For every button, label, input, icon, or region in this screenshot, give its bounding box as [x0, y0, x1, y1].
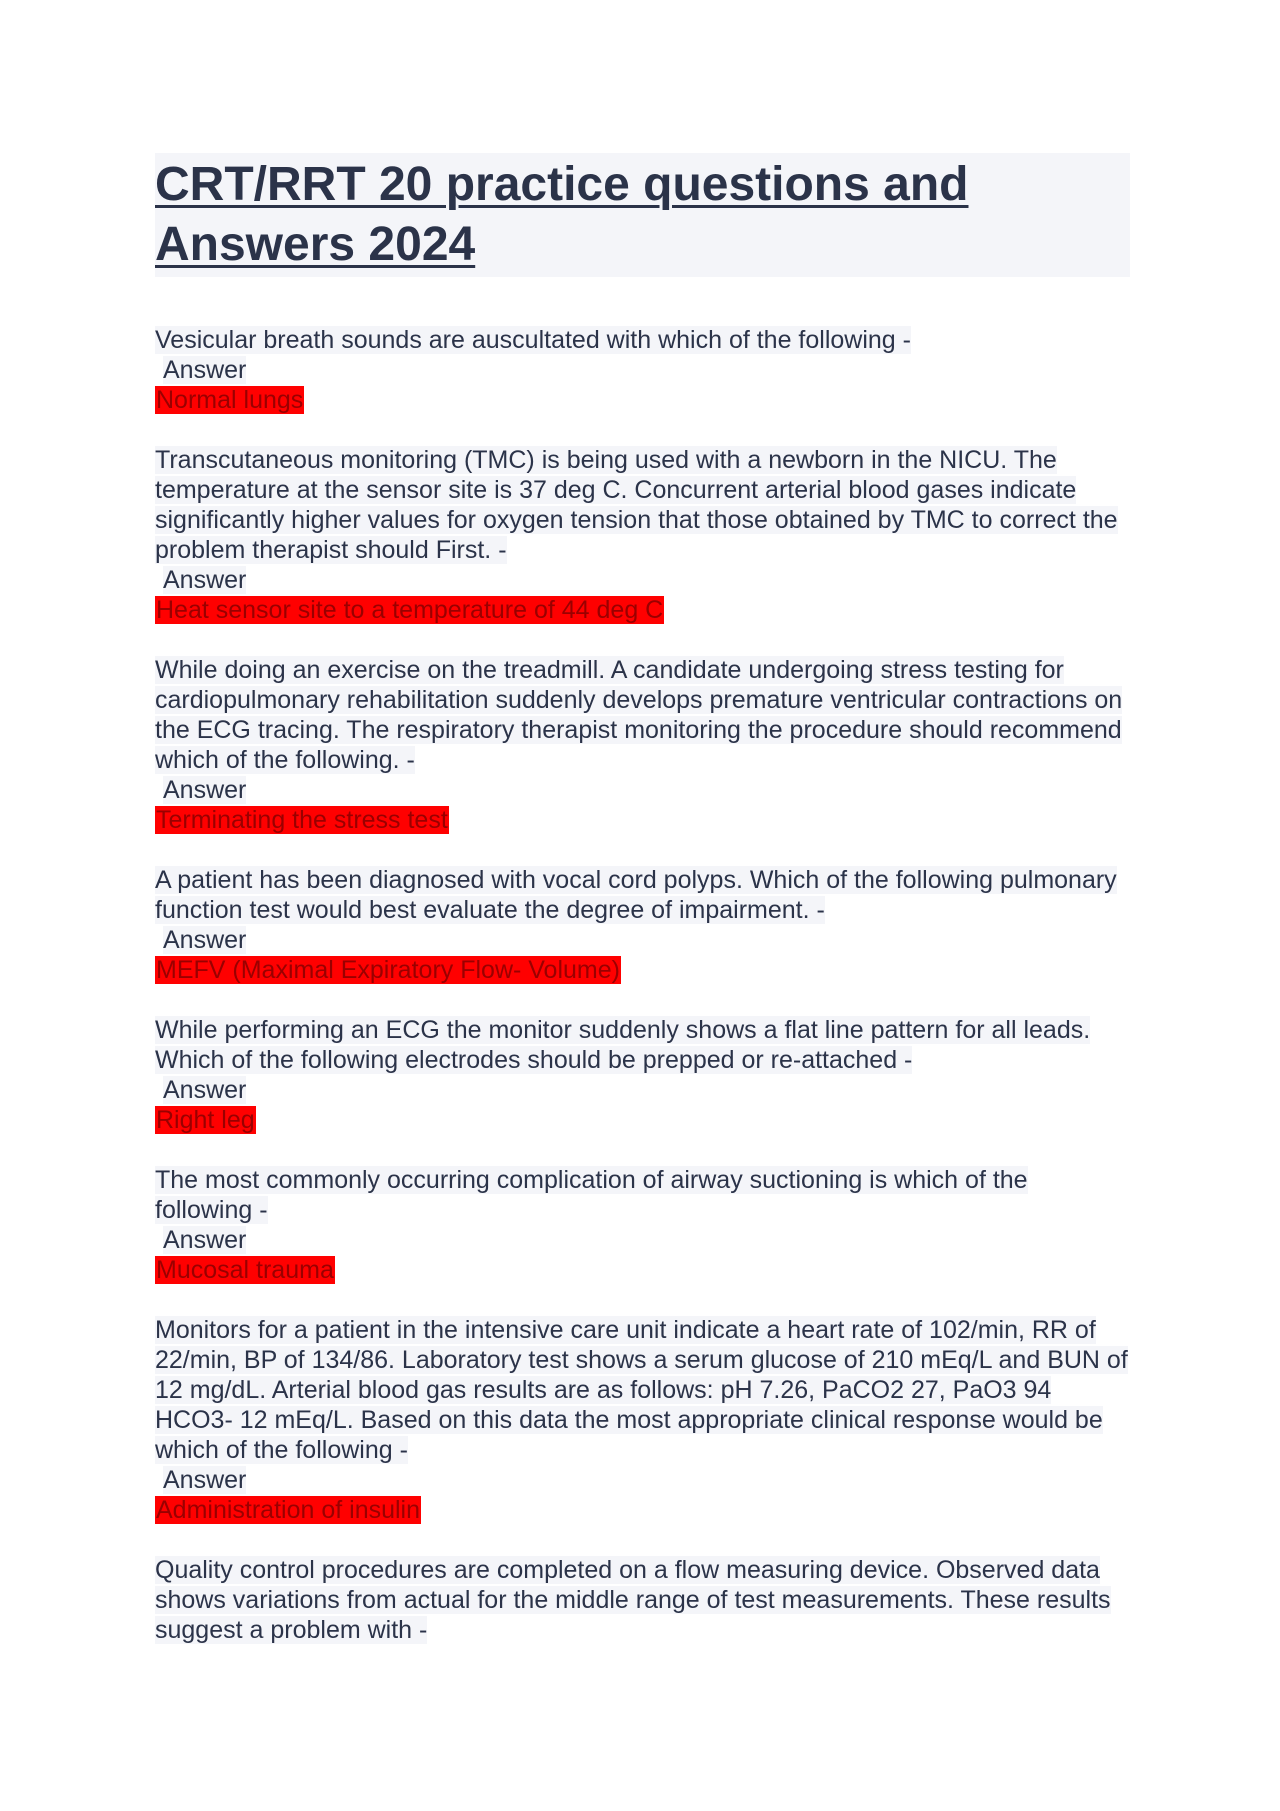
question-text: Transcutaneous monitoring (TMC) is being used with a newborn in the NICU. The temperature at the sensor site is 37 deg C. Concurrent arterial blood gases indicate significantly higher values for oxygen tension that those obtained by TMC to correct the problem therapist should First. - — [155, 446, 1118, 564]
answer-label: Answer — [163, 1466, 247, 1494]
question-text: While performing an ECG the monitor suddenly shows a flat line pattern for all leads. Which of the following electrodes should be prepped or re-attached - — [155, 1016, 1091, 1074]
qa-item — [155, 1555, 1130, 1645]
qa-item — [155, 1165, 1130, 1285]
answer-label: Answer — [163, 1226, 247, 1254]
question-text: Monitors for a patient in the intensive care unit indicate a heart rate of 102/min, RR of 22/min, BP of 134/86. Laboratory test shows a serum glucose of 210 mEq/L and BUN of 12 mg/dL. Arterial blood gas results are as follows: pH 7.26, PaCO2 27, PaO3 94 HCO3- 12 mEq/L. Based on this data the most appropriate clinical response would be which of the following - — [155, 1316, 1128, 1464]
answer-label: Answer — [163, 776, 247, 804]
title-block — [155, 153, 1130, 277]
qa-item — [155, 1015, 1130, 1135]
answer-text: Heat sensor site to a temperature of 44 deg C — [156, 596, 664, 624]
answer-text: Terminating the stress test — [156, 806, 448, 834]
answer-label: Answer — [163, 926, 247, 954]
answer-text: MEFV (Maximal Expiratory Flow- Volume) — [156, 956, 620, 984]
answer-label: Answer — [163, 566, 247, 594]
document-page — [155, 153, 1130, 1675]
question-text: The most commonly occurring complication of airway suctioning is which of the following - — [155, 1166, 1028, 1224]
answer-text: Administration of insulin — [156, 1496, 421, 1524]
answer-label: Answer — [163, 1076, 247, 1104]
answer-text: Right leg — [156, 1106, 255, 1134]
qa-item — [155, 325, 1130, 415]
qa-item — [155, 445, 1130, 625]
qa-item — [155, 1315, 1130, 1525]
question-text: While doing an exercise on the treadmill. A candidate undergoing stress testing for cardiopulmonary rehabilitation suddenly develops premature ventricular contractions on the ECG tracing. The respiratory therapist monitoring the procedure should recommend which of the following. - — [155, 656, 1123, 774]
qa-item — [155, 655, 1130, 835]
answer-text: Mucosal trauma — [156, 1256, 334, 1284]
answer-text: Normal lungs — [156, 386, 304, 414]
qa-item — [155, 865, 1130, 985]
question-text: Vesicular breath sounds are auscultated with which of the following - — [155, 326, 911, 354]
question-text: Quality control procedures are completed on a flow measuring device. Observed data shows variations from actual for the middle range of test measurements. These results suggest a problem with - — [155, 1556, 1111, 1644]
answer-label: Answer — [163, 356, 247, 384]
question-text: A patient has been diagnosed with vocal cord polyps. Which of the following pulmonary function test would best evaluate the degree of impairment. - — [155, 866, 1117, 924]
document-title: CRT/RRT 20 practice questions and Answers 2024 — [155, 158, 969, 271]
